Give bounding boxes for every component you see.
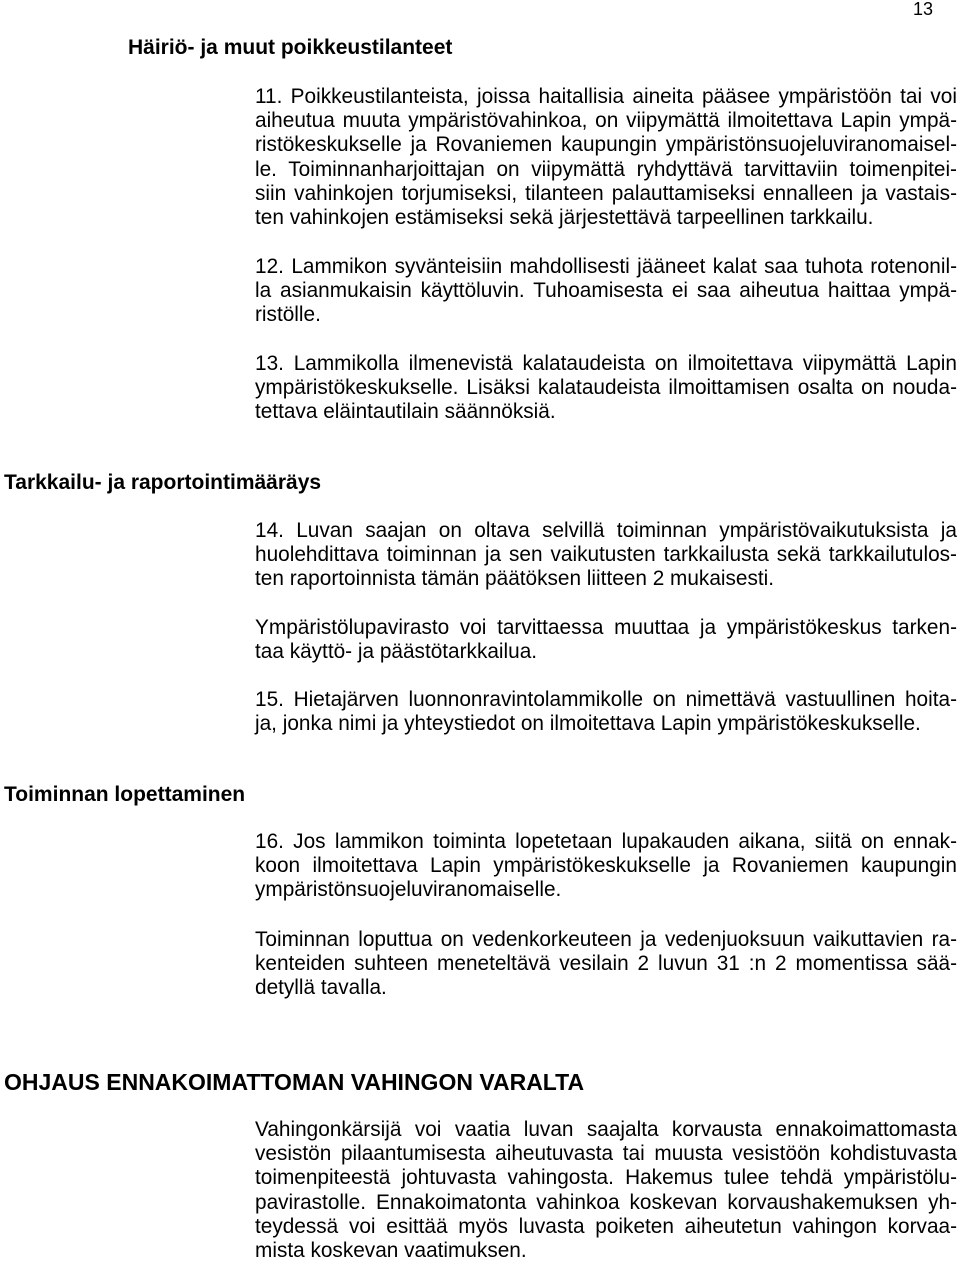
paragraph-15 <box>255 688 957 736</box>
paragraph-line: Ympäristölupavirasto voi tarvittaessa muuttaa ja ympäristökeskus tarken- <box>255 616 957 639</box>
paragraph-line: 11. Poikkeustilanteista, joissa haitallisia aineita pääsee ympäristöön tai voi <box>255 85 957 108</box>
paragraph-11 <box>255 85 957 230</box>
paragraph-closure-structures <box>255 928 957 1001</box>
paragraph-line: pavirastolle. Ennakoimatonta vahinkoa koskevan korvaushakemuksen yh- <box>255 1190 957 1214</box>
paragraph-line: huolehdittava toiminnan ja sen vaikutusten tarkkailusta sekä tarkkailutulos- <box>255 543 957 567</box>
paragraph-line: vesistön pilaantumisesta aiheutuvasta tai muusta vesistöön kohdistuvasta <box>255 1142 957 1166</box>
paragraph-line: detyllä tavalla. <box>255 976 387 1000</box>
section-heading: OHJAUS ENNAKOIMATTOMAN VAHINGON VARALTA <box>4 1069 585 1095</box>
paragraph-line: ristölle. <box>255 303 321 327</box>
paragraph-line: ristökeskukselle ja Rovaniemen kaupungin ympäristönsuojeluviranomaisel- <box>255 133 957 157</box>
paragraph-line: ympäristökeskukselle. Lisäksi kalataudeista ilmoittamisen osalta on nouda- <box>255 376 957 400</box>
paragraph-13 <box>255 352 957 425</box>
paragraph-line: 14. Luvan saajan on oltava selvillä toiminnan ympäristövaikutuksista ja <box>255 519 957 542</box>
paragraph-line: tettava eläintautilain säännöksiä. <box>255 400 556 424</box>
paragraph-line: le. Toiminnanharjoittajan on viipymättä ryhdyttävä tarvittaviin toimenpitei- <box>255 157 957 181</box>
paragraph-line: siin vahinkojen torjumiseksi, tilanteen palauttamiseksi ennalleen ja vastais- <box>255 181 957 205</box>
paragraph-line: toimenpiteestä johtuvasta vahingosta. Hakemus tulee tehdä ympäristölu- <box>255 1166 957 1190</box>
paragraph-line: la asianmukaisin käyttöluvin. Tuhoamisesta ei saa aiheutua haittaa ympä- <box>255 279 957 303</box>
paragraph-line: mista koskevan vaatimuksen. <box>255 1239 527 1263</box>
paragraph-line: Vahingonkärsijä voi vaatia luvan saajalta korvausta ennakoimattomasta <box>255 1118 957 1141</box>
paragraph-line: 13. Lammikolla ilmenevistä kalataudeista on ilmoitettava viipymättä Lapin <box>255 352 957 375</box>
paragraph-line: teydessä voi esittää myös luvasta poiketen aiheutetun vahingon korvaa- <box>255 1214 957 1238</box>
page-number: 13 <box>913 0 934 19</box>
paragraph-14 <box>255 519 957 592</box>
paragraph-line: ten raportoinnista tämän päätöksen liitteen 2 mukaisesti. <box>255 567 775 591</box>
paragraph-16 <box>255 830 957 903</box>
paragraph-line: kenteiden suhteen meneteltävä vesilain 2 luvun 31 :n 2 momentissa sää- <box>255 952 957 976</box>
paragraph-12 <box>255 255 957 328</box>
paragraph-line: 16. Jos lammikon toiminta lopetetaan lupakauden aikana, siitä on ennak- <box>255 830 957 853</box>
paragraph-line: 12. Lammikon syvänteisiin mahdollisesti jääneet kalat saa tuhota rotenonil- <box>255 255 957 278</box>
section-heading: Toiminnan lopettaminen <box>4 783 246 806</box>
paragraph-line: koon ilmoitettava Lapin ympäristökeskukselle ja Rovaniemen kaupungin <box>255 854 957 878</box>
paragraph-line: 15. Hietajärven luonnonravintolammikolle on nimettävä vastuullinen hoita- <box>255 688 957 711</box>
paragraph-compensation <box>255 1118 957 1263</box>
paragraph-monitoring-changes <box>255 616 957 664</box>
paragraph-line: ten vahinkojen estämiseksi sekä järjestettävä tarpeellinen tarkkailu. <box>255 206 874 230</box>
paragraph-line: ja, jonka nimi ja yhteystiedot on ilmoitettava Lapin ympäristökeskukselle. <box>255 712 921 736</box>
paragraph-line: aiheutua muuta ympäristövahinkoa, on viipymättä ilmoitettava Lapin ympä- <box>255 109 957 133</box>
paragraph-line: taa käyttö- ja päästötarkkailua. <box>255 640 538 664</box>
section-heading: Tarkkailu- ja raportointimääräys <box>4 471 322 494</box>
paragraph-line: Toiminnan loputtua on vedenkorkeuteen ja vedenjuoksuun vaikuttavien ra- <box>255 928 957 951</box>
section-heading: Häiriö- ja muut poikkeustilanteet <box>128 36 453 59</box>
paragraph-line: ympäristönsuojeluviranomaiselle. <box>255 878 562 902</box>
